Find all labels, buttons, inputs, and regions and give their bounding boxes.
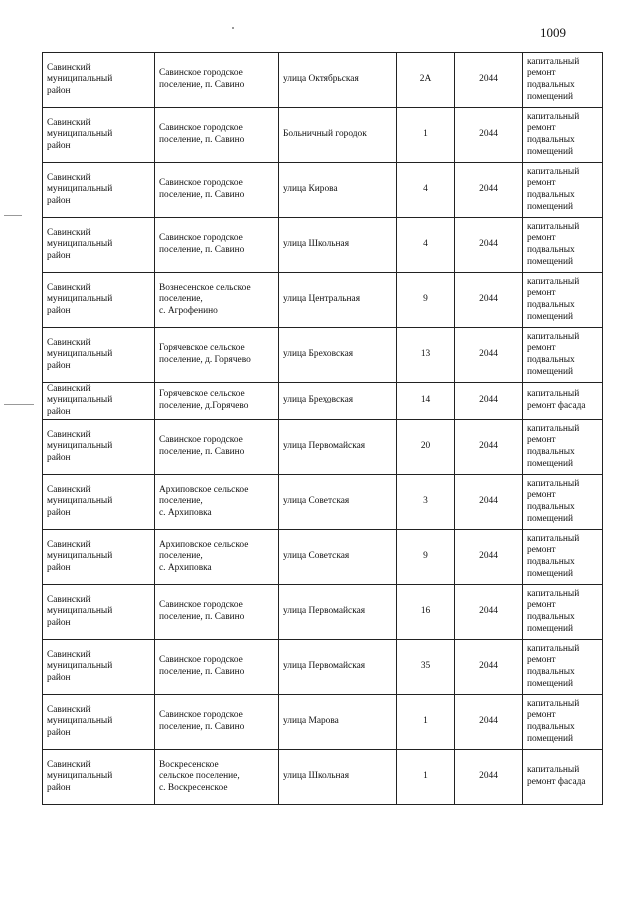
- work-type-cell: [523, 383, 603, 420]
- district-cell: [43, 218, 155, 273]
- district-cell: [43, 328, 155, 383]
- settlement-cell-text: Савинское городское поселение, п. Савино: [159, 710, 245, 732]
- settlement-cell-text: Савинское городское поселение, п. Савино: [159, 233, 245, 255]
- settlement-cell: [155, 383, 279, 420]
- table-row: [43, 695, 603, 750]
- house-number-cell-text: 3: [423, 496, 428, 507]
- table-row: [43, 530, 603, 585]
- table-row: [43, 420, 603, 475]
- scan-speck: [4, 215, 22, 216]
- table-row: [43, 328, 603, 383]
- work-type-cell: [523, 108, 603, 163]
- table-row: [43, 108, 603, 163]
- year-cell: [455, 163, 523, 218]
- house-number-cell-text: 1: [423, 771, 428, 782]
- district-cell: [43, 108, 155, 163]
- street-cell-text: улица Центральная: [283, 294, 361, 305]
- street-cell: [279, 163, 397, 218]
- work-type-cell-text: капитальный ремонт подвальных помещений: [527, 221, 580, 267]
- house-number-cell-text: 9: [423, 551, 428, 562]
- settlement-cell: [155, 163, 279, 218]
- settlement-cell: [155, 695, 279, 750]
- house-number-cell-text: 20: [420, 441, 431, 452]
- district-cell: [43, 53, 155, 108]
- settlement-cell-text: Архиповское сельское поселение, с. Архиповка: [159, 539, 249, 573]
- street-cell: [279, 750, 397, 805]
- year-cell: [455, 750, 523, 805]
- settlement-cell: [155, 108, 279, 163]
- year-cell: [455, 420, 523, 475]
- street-cell: [279, 420, 397, 475]
- table-row: [43, 163, 603, 218]
- table-row: [43, 640, 603, 695]
- street-cell-text: улица Первомайская: [283, 661, 366, 672]
- street-cell: [279, 695, 397, 750]
- house-number-cell-text: 1: [423, 129, 428, 140]
- district-cell-text: Савинский муниципальный район: [47, 484, 113, 518]
- settlement-cell-text: Горячевское сельское поселение, д.Горячево: [159, 389, 249, 411]
- street-cell-text: улица Советская: [283, 551, 350, 562]
- house-number-cell: [397, 218, 455, 273]
- street-cell: [279, 218, 397, 273]
- street-cell-text: улица Кирова: [283, 184, 338, 195]
- district-cell: [43, 163, 155, 218]
- year-cell: [455, 585, 523, 640]
- page-number: 1009: [540, 25, 566, 40]
- house-number-cell: [397, 328, 455, 383]
- district-cell-text: Савинский муниципальный район: [47, 649, 113, 683]
- settlement-cell-text: Савинское городское поселение, п. Савино: [159, 68, 245, 90]
- street-cell: [279, 273, 397, 328]
- street-cell-text: улица Первомайская: [283, 441, 366, 452]
- district-cell-text: Савинский муниципальный район: [47, 172, 113, 206]
- capital-repair-table: [42, 52, 603, 805]
- table-row: [43, 750, 603, 805]
- year-cell-text: 2044: [479, 716, 498, 727]
- house-number-cell: [397, 585, 455, 640]
- settlement-cell: [155, 218, 279, 273]
- year-cell: [455, 53, 523, 108]
- table-row: [43, 218, 603, 273]
- year-cell-text: 2044: [479, 551, 498, 562]
- house-number-cell: [397, 420, 455, 475]
- settlement-cell-text: Архиповское сельское поселение, с. Архиповка: [159, 484, 249, 518]
- house-number-cell: [397, 163, 455, 218]
- work-type-cell-text: капитальный ремонт подвальных помещений: [527, 698, 580, 744]
- street-cell: [279, 530, 397, 585]
- year-cell-text: 2044: [479, 771, 498, 782]
- district-cell: [43, 640, 155, 695]
- work-type-cell: [523, 273, 603, 328]
- settlement-cell: [155, 750, 279, 805]
- work-type-cell-text: капитальный ремонт подвальных помещений: [527, 56, 580, 102]
- street-cell-text: улица Марова: [283, 716, 339, 727]
- work-type-cell-text: капитальный ремонт подвальных помещений: [527, 331, 580, 377]
- district-cell: [43, 585, 155, 640]
- street-cell: [279, 108, 397, 163]
- house-number-cell-text: 1: [423, 716, 428, 727]
- table-row: [43, 585, 603, 640]
- table-row: [43, 273, 603, 328]
- street-cell: [279, 475, 397, 530]
- street-cell: [279, 328, 397, 383]
- street-cell-text: улица Бреховская: [283, 395, 354, 406]
- settlement-cell-text: Савинское городское поселение, п. Савино: [159, 435, 245, 457]
- year-cell: [455, 108, 523, 163]
- house-number-cell: [397, 475, 455, 530]
- district-cell: [43, 273, 155, 328]
- year-cell: [455, 695, 523, 750]
- street-cell: [279, 585, 397, 640]
- house-number-cell: [397, 640, 455, 695]
- settlement-cell: [155, 420, 279, 475]
- district-cell: [43, 750, 155, 805]
- district-cell-text: Савинский муниципальный район: [47, 594, 113, 628]
- settlement-cell: [155, 273, 279, 328]
- scan-speck: [232, 27, 234, 29]
- settlement-cell: [155, 585, 279, 640]
- year-cell-text: 2044: [479, 74, 498, 85]
- street-cell-text: улица Школьная: [283, 771, 350, 782]
- work-type-cell: [523, 163, 603, 218]
- house-number-cell-text: 4: [423, 239, 428, 250]
- table-row: [43, 383, 603, 420]
- district-cell: [43, 383, 155, 420]
- work-type-cell-text: капитальный ремонт фасада: [527, 765, 586, 787]
- district-cell: [43, 420, 155, 475]
- house-number-cell: [397, 750, 455, 805]
- settlement-cell-text: Вознесенское сельское поселение, с. Агрофенино: [159, 282, 251, 316]
- settlement-cell-text: Савинское городское поселение, п. Савино: [159, 600, 245, 622]
- work-type-cell-text: капитальный ремонт подвальных помещений: [527, 111, 580, 157]
- work-type-cell: [523, 750, 603, 805]
- work-type-cell-text: капитальный ремонт подвальных помещений: [527, 533, 580, 579]
- street-cell: [279, 640, 397, 695]
- year-cell: [455, 328, 523, 383]
- work-type-cell: [523, 53, 603, 108]
- year-cell-text: 2044: [479, 349, 498, 360]
- year-cell-text: 2044: [479, 661, 498, 672]
- settlement-cell: [155, 475, 279, 530]
- street-cell-text: улица Советская: [283, 496, 350, 507]
- work-type-cell-text: капитальный ремонт подвальных помещений: [527, 478, 580, 524]
- street-cell-text: улица Октябрьская: [283, 74, 359, 85]
- settlement-cell: [155, 53, 279, 108]
- street-cell: [279, 53, 397, 108]
- house-number-cell-text: 9: [423, 294, 428, 305]
- year-cell-text: 2044: [479, 294, 498, 305]
- settlement-cell: [155, 640, 279, 695]
- year-cell: [455, 273, 523, 328]
- year-cell: [455, 530, 523, 585]
- table-row: [43, 53, 603, 108]
- street-cell-text: Больничный городок: [283, 129, 367, 140]
- street-cell-text: улица Первомайская: [283, 606, 366, 617]
- work-type-cell-text: капитальный ремонт подвальных помещений: [527, 423, 580, 469]
- settlement-cell-text: Савинское городское поселение, п. Савино: [159, 178, 245, 200]
- year-cell-text: 2044: [479, 441, 498, 452]
- district-cell-text: Савинский муниципальный район: [47, 227, 113, 261]
- house-number-cell: [397, 108, 455, 163]
- work-type-cell: [523, 695, 603, 750]
- work-type-cell-text: капитальный ремонт подвальных помещений: [527, 643, 580, 689]
- year-cell-text: 2044: [479, 606, 498, 617]
- work-type-cell: [523, 218, 603, 273]
- year-cell: [455, 475, 523, 530]
- district-cell-text: Савинский муниципальный район: [47, 429, 113, 463]
- district-cell-text: Савинский муниципальный район: [47, 117, 113, 151]
- house-number-cell: [397, 530, 455, 585]
- year-cell-text: 2044: [479, 496, 498, 507]
- work-type-cell-text: капитальный ремонт подвальных помещений: [527, 588, 580, 634]
- settlement-cell-text: Савинское городское поселение, п. Савино: [159, 123, 245, 145]
- year-cell-text: 2044: [479, 395, 498, 406]
- settlement-cell-text: Воскресенское сельское поселение, с. Воскресенское: [159, 759, 240, 793]
- house-number-cell-text: 35: [420, 661, 431, 672]
- work-type-cell: [523, 640, 603, 695]
- district-cell-text: Савинский муниципальный район: [47, 759, 113, 793]
- house-number-cell-text: 14: [420, 395, 431, 406]
- year-cell-text: 2044: [479, 239, 498, 250]
- district-cell-text: Савинский муниципальный район: [47, 337, 113, 371]
- district-cell: [43, 695, 155, 750]
- work-type-cell-text: капитальный ремонт подвальных помещений: [527, 166, 580, 212]
- street-cell: [279, 383, 397, 420]
- year-cell: [455, 383, 523, 420]
- house-number-cell-text: 2А: [419, 74, 432, 85]
- year-cell-text: 2044: [479, 184, 498, 195]
- table-body: [43, 53, 603, 805]
- year-cell-text: 2044: [479, 129, 498, 140]
- work-type-cell-text: капитальный ремонт подвальных помещений: [527, 276, 580, 322]
- house-number-cell-text: 4: [423, 184, 428, 195]
- house-number-cell: [397, 273, 455, 328]
- table-row: [43, 475, 603, 530]
- district-cell-text: Савинский муниципальный район: [47, 704, 113, 738]
- year-cell: [455, 218, 523, 273]
- district-cell: [43, 530, 155, 585]
- work-type-cell-text: капитальный ремонт фасада: [527, 389, 586, 411]
- work-type-cell: [523, 585, 603, 640]
- district-cell-text: Савинский муниципальный район: [47, 383, 113, 417]
- work-type-cell: [523, 475, 603, 530]
- scan-speck: [4, 404, 34, 405]
- house-number-cell: [397, 53, 455, 108]
- house-number-cell: [397, 695, 455, 750]
- street-cell-text: улица Бреховская: [283, 349, 354, 360]
- house-number-cell-text: 16: [420, 606, 431, 617]
- district-cell-text: Савинский муниципальный район: [47, 282, 113, 316]
- street-cell-text: улица Школьная: [283, 239, 350, 250]
- district-cell-text: Савинский муниципальный район: [47, 539, 113, 573]
- district-cell: [43, 475, 155, 530]
- house-number-cell: [397, 383, 455, 420]
- work-type-cell: [523, 530, 603, 585]
- settlement-cell-text: Горячевское сельское поселение, д. Горячево: [159, 343, 251, 365]
- settlement-cell: [155, 328, 279, 383]
- settlement-cell-text: Савинское городское поселение, п. Савино: [159, 655, 245, 677]
- settlement-cell: [155, 530, 279, 585]
- work-type-cell: [523, 328, 603, 383]
- house-number-cell-text: 13: [420, 349, 431, 360]
- work-type-cell: [523, 420, 603, 475]
- district-cell-text: Савинский муниципальный район: [47, 62, 113, 96]
- year-cell: [455, 640, 523, 695]
